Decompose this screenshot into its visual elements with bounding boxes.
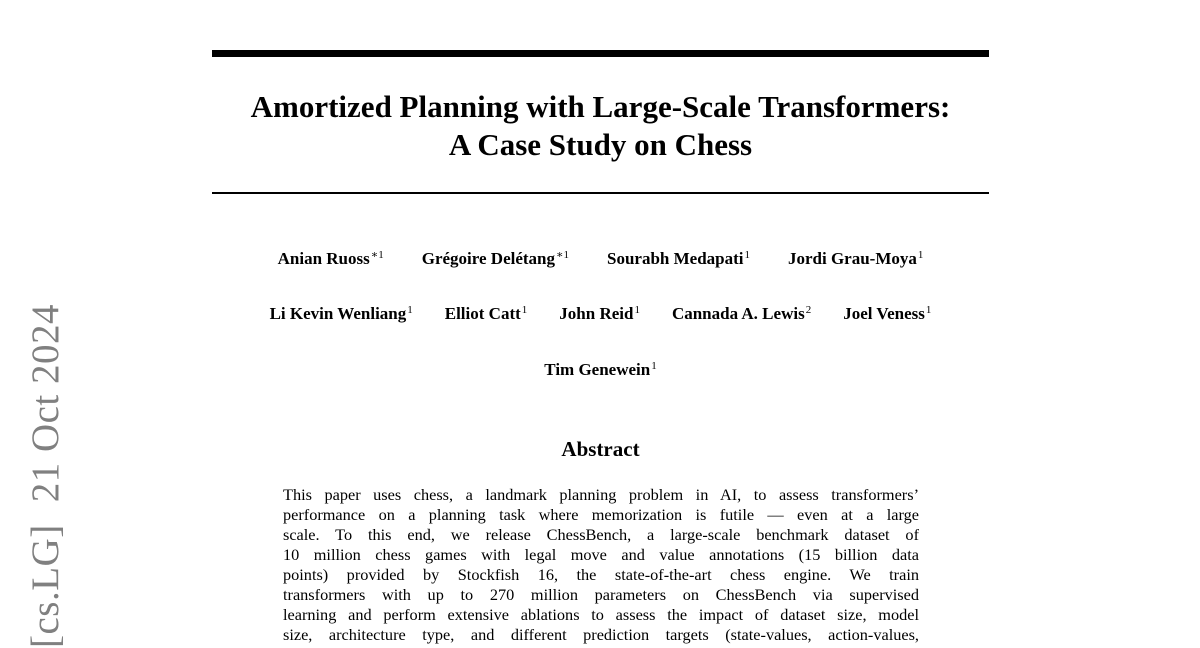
author: Sourabh Medapati$^1$ bbox=[606, 249, 750, 268]
arxiv-side-stamp bbox=[26, 304, 65, 648]
abstract-line: points) provided by Stockfish 16, the state-of-the-art chess engine. We train bbox=[283, 565, 919, 584]
abstract-heading: Abstract bbox=[561, 437, 640, 461]
abstract-line: This paper uses chess, a landmark planning problem in AI, to assess transformers’ bbox=[283, 485, 919, 504]
author: Joel Veness$^1$ bbox=[843, 304, 932, 323]
author: Elliot Catt$^1$ bbox=[444, 304, 528, 323]
arxiv-category: [cs.LG] bbox=[24, 524, 67, 648]
title-bottom-rule bbox=[212, 192, 989, 194]
title-line-1: Amortized Planning with Large-Scale Transformers: bbox=[250, 89, 951, 124]
abstract-line: performance on a planning task where memorization is futile — even at a large bbox=[283, 505, 919, 524]
author: Tim Genewein$^1$ bbox=[544, 360, 657, 379]
abstract-line: 10 million chess games with legal move and value annotations (15 billion data bbox=[283, 545, 919, 564]
abstract-line: transformers with up to 270 million parameters on ChessBench via supervised bbox=[283, 585, 919, 604]
author: Cannada A. Lewis$^2$ bbox=[671, 304, 812, 323]
author-row-3 bbox=[212, 360, 989, 380]
author: Jordi Grau-Moya$^1$ bbox=[787, 249, 924, 268]
author: John Reid$^1$ bbox=[559, 304, 640, 323]
paper-title bbox=[212, 88, 989, 164]
author-row-2 bbox=[212, 304, 989, 324]
abstract-body bbox=[283, 485, 919, 645]
arxiv-date: 21 Oct 2024 bbox=[24, 303, 67, 503]
author: Grégoire Delétang$^{∗1}$ bbox=[421, 249, 569, 268]
title-line-2: A Case Study on Chess bbox=[448, 127, 753, 162]
abstract-line: scale. To this end, we release ChessBench, a large-scale benchmark dataset of bbox=[283, 525, 919, 544]
abstract-line: learning and perform extensive ablations to assess the impact of dataset size, model bbox=[283, 605, 919, 624]
author: Li Kevin Wenliang$^1$ bbox=[269, 304, 413, 323]
title-top-rule bbox=[212, 50, 989, 57]
author: Anian Ruoss$^{∗1}$ bbox=[277, 249, 384, 268]
author-row-1 bbox=[212, 249, 989, 269]
abstract-line: size, architecture type, and different prediction targets (state-values, action-values, bbox=[283, 625, 919, 644]
